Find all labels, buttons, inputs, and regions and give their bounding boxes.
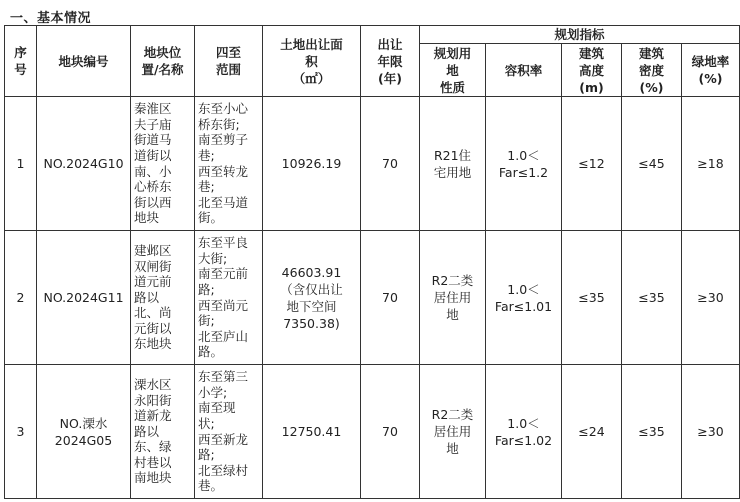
header-land-use: 规划用 地 性质 (420, 44, 486, 97)
cell-boundary: 东至小心 桥东街; 南至剪子 巷; 西至转龙 巷; 北至马道 街。 (195, 97, 263, 231)
cell-index: 1 (5, 97, 37, 231)
cell-index: 2 (5, 231, 37, 365)
cell-location: 建邺区 双闸街 道元前 路以 北、尚 元街以 东地块 (131, 231, 195, 365)
land-parcel-table (4, 25, 740, 499)
header-green: 绿地率 (%) (682, 44, 740, 97)
cell-height: ≤12 (562, 97, 622, 231)
cell-land-use: R2二类 居住用 地 (420, 365, 486, 499)
header-location: 地块位 置/名称 (131, 26, 195, 97)
cell-parcel-no: NO.溧水 2024G05 (37, 365, 131, 499)
cell-term: 70 (361, 231, 420, 365)
cell-land-use: R21住 宅用地 (420, 97, 486, 231)
cell-index: 3 (5, 365, 37, 499)
cell-height: ≤35 (562, 231, 622, 365)
cell-area: 10926.19 (263, 97, 361, 231)
cell-boundary: 东至平良 大街; 南至元前 路; 西至尚元 街; 北至庐山 路。 (195, 231, 263, 365)
cell-density: ≤45 (622, 97, 682, 231)
section-heading: 一、基本情况 (10, 11, 92, 26)
header-height: 建筑 高度 (m) (562, 44, 622, 97)
header-planning-group: 规划指标 (420, 26, 740, 44)
table-row (5, 231, 740, 365)
cell-height: ≤24 (562, 365, 622, 499)
cell-land-use: R2二类 居住用 地 (420, 231, 486, 365)
cell-green: ≥30 (682, 365, 740, 499)
cell-area: 46603.91 （含仅出让 地下空间 7350.38) (263, 231, 361, 365)
cell-boundary: 东至第三 小学; 南至现 状; 西至新龙 路; 北至绿村 巷。 (195, 365, 263, 499)
header-density: 建筑 密度 (%) (622, 44, 682, 97)
cell-far: 1.0＜ Far≤1.2 (486, 97, 562, 231)
cell-green: ≥30 (682, 231, 740, 365)
header-term: 出让 年限 (年) (361, 26, 420, 97)
table-row (5, 97, 740, 231)
table-row (5, 365, 740, 499)
cell-area: 12750.41 (263, 365, 361, 499)
header-far: 容积率 (486, 44, 562, 97)
header-parcel-no: 地块编号 (37, 26, 131, 97)
cell-location: 溧水区 永阳街 道新龙 路以 东、绿 村巷以 南地块 (131, 365, 195, 499)
header-boundary: 四至 范围 (195, 26, 263, 97)
cell-green: ≥18 (682, 97, 740, 231)
header-index: 序 号 (5, 26, 37, 97)
cell-parcel-no: NO.2024G11 (37, 231, 131, 365)
cell-term: 70 (361, 365, 420, 499)
cell-density: ≤35 (622, 231, 682, 365)
cell-parcel-no: NO.2024G10 (37, 97, 131, 231)
header-area: 土地出让面 积 （㎡） (263, 26, 361, 97)
cell-location: 秦淮区 夫子庙 街道马 道街以 南、小 心桥东 街以西 地块 (131, 97, 195, 231)
cell-term: 70 (361, 97, 420, 231)
cell-density: ≤35 (622, 365, 682, 499)
cell-far: 1.0＜ Far≤1.02 (486, 365, 562, 499)
cell-far: 1.0＜ Far≤1.01 (486, 231, 562, 365)
